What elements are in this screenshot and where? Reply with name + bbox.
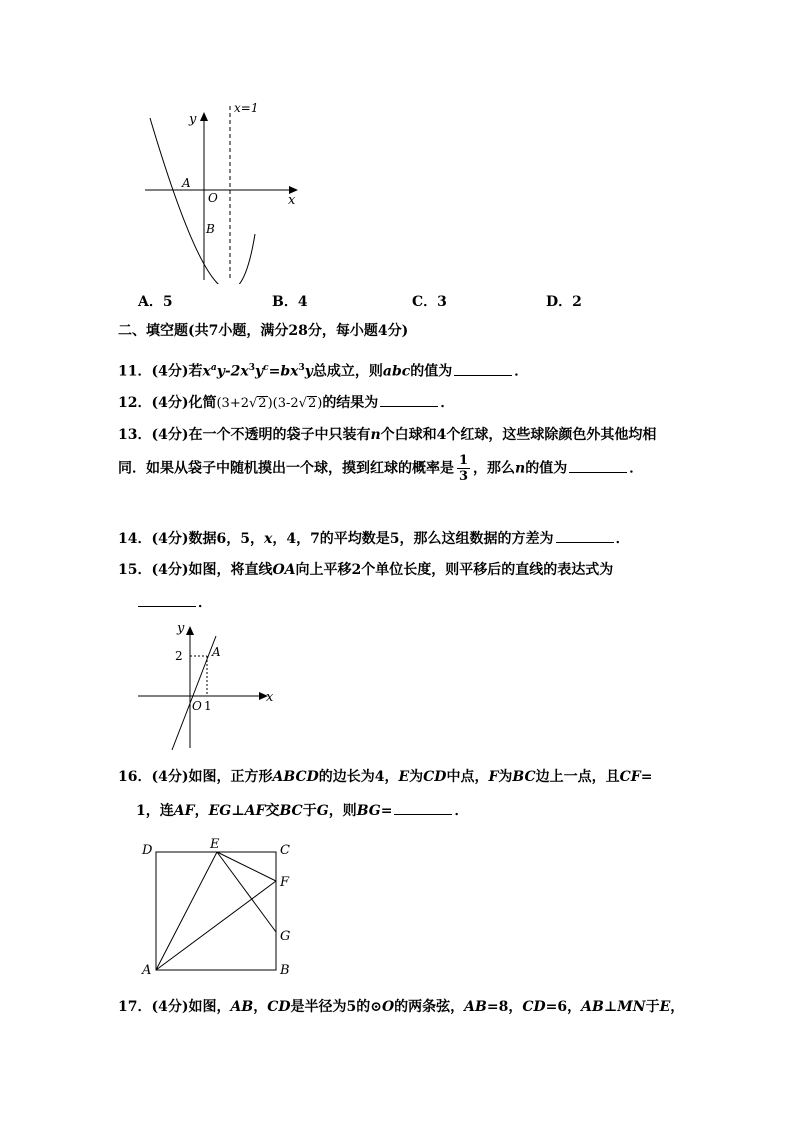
line-oa-graph [130,620,280,754]
graph1-point-a: A [182,176,191,190]
option-value: 5 [162,294,173,310]
square-label-f: F [280,875,290,890]
square-figure [138,836,308,982]
answer-blank[interactable] [380,394,438,407]
square-label-g: G [280,929,291,944]
question-12: 12．(4分)化简(3+2√2)(3-2√2)的结果为 ． [118,395,455,411]
graph2-origin-label: O [192,699,202,713]
y-axis-arrow-icon [186,626,194,635]
question-16-line-2: 1，连AF，EG⊥AF交BC于G，则BG= ． [136,803,469,819]
question-11: 11．(4分)若$x^ay-2x^3y^c=bx^3y$总成立，则abc的值为 ． [118,363,529,380]
option-value: 4 [297,294,308,310]
option-value: 3 [437,294,447,310]
answer-blank[interactable] [556,530,614,543]
graph1-x-label: x [288,193,296,208]
segment-ae [156,852,217,970]
graph2-y-label: y [177,621,185,636]
square-label-d: D [142,843,153,858]
answer-blank[interactable] [454,363,512,376]
option-value: 2 [572,294,582,310]
question-15-line-2: ． [136,594,212,612]
segment-eg [217,852,276,932]
answer-blank[interactable] [138,594,196,607]
probability-fraction: $\frac{1}{3}$ [459,453,469,484]
question-14: 14．(4分)数据6，5，x，4，7的平均数是5，那么这组数据的方差为 ． [118,531,630,547]
square-abcd [156,852,276,970]
y-axis-arrow-icon [200,112,208,121]
option-b[interactable] [272,291,308,311]
question-13-line-2: 同．如果从袋子中随机摸出一个球，摸到红球的概率是 $\frac{1}{3}$ ，那么n的值为 ． [118,453,644,484]
answer-blank[interactable] [394,802,452,815]
parabola-graph [140,98,310,284]
parabola-curve [150,118,255,284]
question-15-line-1: 15．(4分)如图，将直线OA向上平移2个单位长度，则平移后的直线的表达式为 [118,562,614,578]
segment-af [156,881,276,970]
option-c[interactable] [412,291,447,311]
option-letter: A． [138,294,163,310]
section-heading: 二、填空题(共7小题，满分28分，每小题4分) [118,323,409,339]
graph2-x-label: x [266,690,274,705]
option-letter: C． [412,294,438,310]
square-label-c: C [280,843,290,858]
question-17: 17．(4分)如图，AB，CD是半径为5的⊙O的两条弦，AB=8，CD=6，AB⊥MN于E， [118,999,685,1015]
segment-ef [217,852,276,881]
question-16-line-1: 16．(4分)如图，正方形ABCD的边长为4，E为CD中点，F为BC边上一点，且CF= [118,769,653,785]
graph2-tick-y: 2 [175,649,183,663]
graph1-origin-label: O [208,191,218,205]
option-a[interactable] [138,291,173,311]
graph1-line-label: x=1 [234,101,259,115]
answer-blank[interactable] [569,460,627,473]
graph1-y-label: y [189,112,197,127]
square-label-b: B [280,963,290,978]
graph2-point-a: A [212,645,221,659]
option-letter: B． [272,294,298,310]
option-letter: D． [546,294,573,310]
graph1-point-b: B [206,222,215,236]
graph2-tick-x: 1 [204,699,212,713]
option-d[interactable] [546,291,582,311]
square-label-a: A [142,963,152,978]
question-13-line-1: 13．(4分)在一个不透明的袋子中只装有n个白球和4个红球，这些球除颜色外其他均相 [118,427,657,443]
square-label-e: E [210,837,220,852]
